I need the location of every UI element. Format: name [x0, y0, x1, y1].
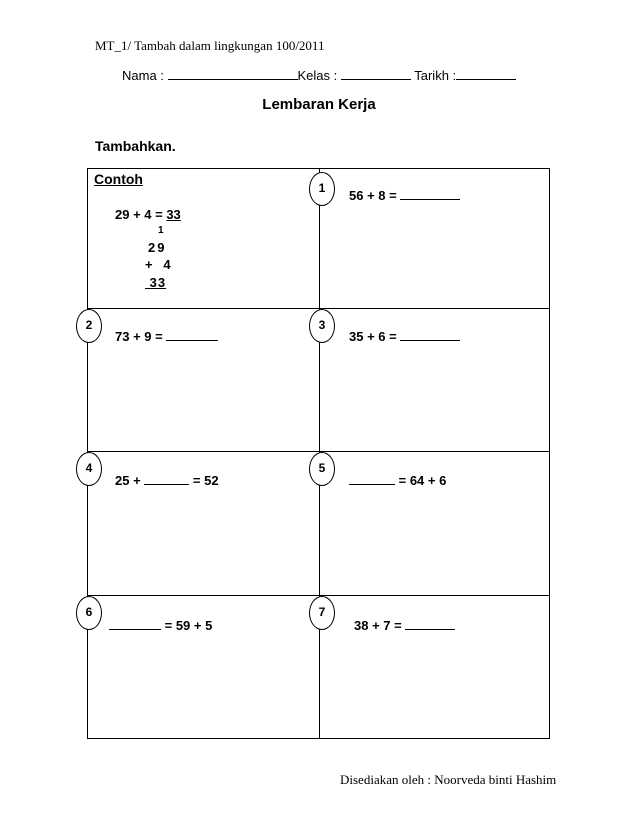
worksheet-title: Lembaran Kerja — [262, 96, 376, 113]
answer-blank[interactable] — [349, 473, 395, 485]
question-1-left: 56 + 8 = — [349, 188, 401, 203]
nama-blank — [168, 67, 298, 80]
question-2 — [115, 329, 218, 344]
question-number-badge: 3 — [309, 309, 335, 343]
example-label: Contoh — [94, 171, 143, 187]
question-6-right: = 59 + 5 — [161, 618, 213, 633]
kelas-label: Kelas : — [297, 68, 341, 83]
question-4-right: = 52 — [189, 473, 219, 488]
instruction-text: Tambahkan. — [95, 138, 176, 154]
question-5 — [349, 473, 446, 488]
nama-label: Nama : — [122, 68, 168, 83]
question-6 — [109, 618, 212, 633]
tarikh-label: Tarikh : — [410, 68, 457, 83]
question-1 — [349, 188, 460, 203]
question-4 — [115, 473, 219, 488]
example-answer: 33 — [166, 207, 181, 222]
answer-blank[interactable] — [400, 329, 460, 341]
tarikh-blank — [456, 67, 516, 80]
answer-blank[interactable] — [405, 618, 455, 630]
question-4-left: 25 + — [115, 473, 145, 488]
footer-credit: Disediakan oleh : Noorveda binti Hashim — [340, 772, 557, 787]
question-3 — [349, 329, 460, 344]
question-number-badge: 7 — [309, 596, 335, 630]
example-carry-digit: 1 — [158, 225, 164, 236]
question-number-badge: 2 — [76, 309, 102, 343]
question-number-badge: 4 — [76, 452, 102, 486]
example-column-sum: 33 — [145, 275, 167, 290]
question-7 — [354, 618, 455, 633]
question-number-badge: 6 — [76, 596, 102, 630]
kelas-blank — [341, 67, 411, 80]
question-number-badge: 1 — [309, 172, 335, 206]
example-column-top: 29 — [148, 240, 167, 255]
example-equation-text: 29 + 4 = — [115, 207, 167, 222]
answer-blank[interactable] — [400, 188, 460, 200]
question-3-left: 35 + 6 = — [349, 329, 401, 344]
question-2-left: 73 + 9 = — [115, 329, 167, 344]
example-equation — [115, 207, 181, 222]
example-column-addend: + 4 — [145, 257, 171, 272]
question-7-left: 38 + 7 = — [354, 618, 406, 633]
document-code: MT_1/ Tambah dalam lingkungan 100/2011 — [95, 38, 325, 53]
answer-blank[interactable] — [166, 329, 218, 341]
student-info-line — [122, 67, 516, 83]
question-5-right: = 64 + 6 — [395, 473, 447, 488]
question-number-badge: 5 — [309, 452, 335, 486]
answer-blank[interactable] — [144, 473, 189, 485]
answer-blank[interactable] — [109, 618, 161, 630]
